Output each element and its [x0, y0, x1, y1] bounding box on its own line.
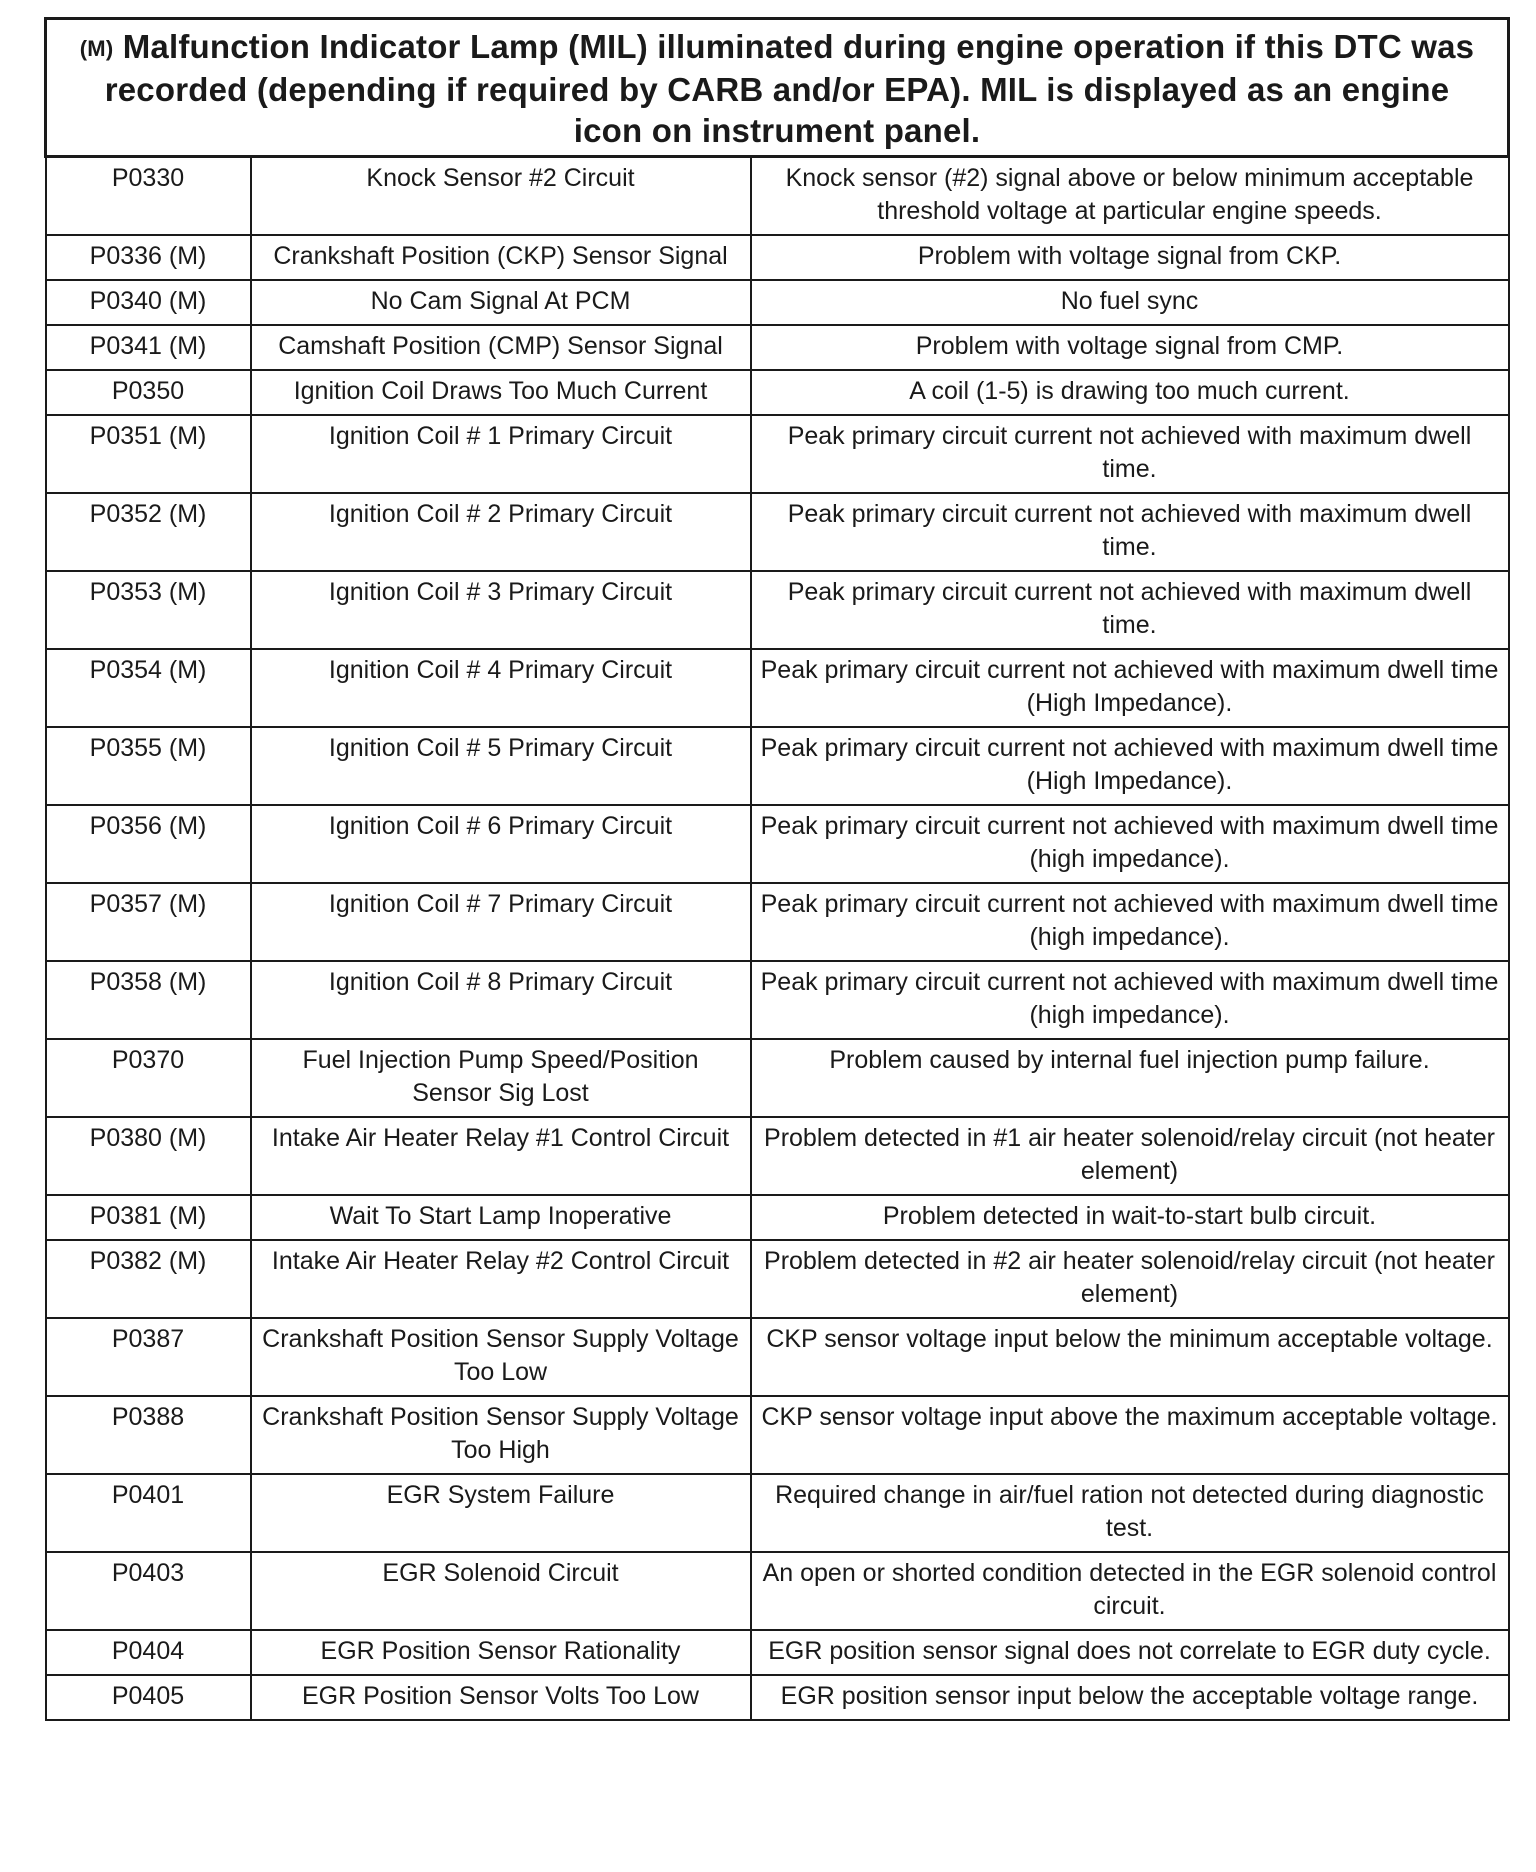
dtc-description: A coil (1-5) is drawing too much current.: [751, 370, 1509, 415]
dtc-description: Problem with voltage signal from CMP.: [751, 325, 1509, 370]
dtc-row: [46, 727, 1509, 805]
dtc-row: [46, 370, 1509, 415]
dtc-code: P0350: [46, 370, 251, 415]
dtc-table: [44, 17, 1510, 1721]
dtc-description: Required change in air/fuel ration not detected during diagnostic test.: [751, 1474, 1509, 1552]
dtc-name: Ignition Coil # 7 Primary Circuit: [251, 883, 751, 961]
dtc-code: P0382 (M): [46, 1240, 251, 1318]
dtc-description: Problem with voltage signal from CKP.: [751, 235, 1509, 280]
dtc-row: [46, 1474, 1509, 1552]
dtc-code: P0355 (M): [46, 727, 251, 805]
dtc-name: Fuel Injection Pump Speed/Position Sensor Sig Lost: [251, 1039, 751, 1117]
dtc-name: No Cam Signal At PCM: [251, 280, 751, 325]
dtc-description: EGR position sensor signal does not correlate to EGR duty cycle.: [751, 1630, 1509, 1675]
dtc-name: Ignition Coil # 2 Primary Circuit: [251, 493, 751, 571]
dtc-row: [46, 235, 1509, 280]
dtc-row: [46, 1630, 1509, 1675]
mil-legend-text: Malfunction Indicator Lamp (MIL) illuminated during engine operation if this DTC was recorded (depending if required by CARB and/or EPA). MIL is displayed as an engine icon on instrument panel.: [104, 28, 1475, 149]
dtc-description: Problem detected in #2 air heater solenoid/relay circuit (not heater element): [751, 1240, 1509, 1318]
dtc-name: Ignition Coil # 8 Primary Circuit: [251, 961, 751, 1039]
dtc-row: [46, 1195, 1509, 1240]
dtc-row: [46, 415, 1509, 493]
dtc-name: Ignition Coil # 6 Primary Circuit: [251, 805, 751, 883]
dtc-code: P0388: [46, 1396, 251, 1474]
mil-legend: [46, 19, 1509, 157]
dtc-code: P0401: [46, 1474, 251, 1552]
mil-legend-prefix: (M): [79, 36, 114, 61]
dtc-code: P0370: [46, 1039, 251, 1117]
dtc-description: No fuel sync: [751, 280, 1509, 325]
dtc-row: [46, 1675, 1509, 1720]
dtc-name: Crankshaft Position Sensor Supply Voltage Too Low: [251, 1318, 751, 1396]
dtc-row: [46, 1117, 1509, 1195]
dtc-table-body: [46, 19, 1509, 1721]
dtc-description: Peak primary circuit current not achieved with maximum dwell time.: [751, 571, 1509, 649]
dtc-description: Peak primary circuit current not achieved with maximum dwell time (High Impedance).: [751, 727, 1509, 805]
dtc-name: EGR Position Sensor Volts Too Low: [251, 1675, 751, 1720]
dtc-name: Ignition Coil # 5 Primary Circuit: [251, 727, 751, 805]
dtc-code: P0380 (M): [46, 1117, 251, 1195]
dtc-name: Ignition Coil Draws Too Much Current: [251, 370, 751, 415]
header-row: [46, 19, 1509, 157]
dtc-description: Peak primary circuit current not achieved with maximum dwell time.: [751, 493, 1509, 571]
dtc-description: Problem detected in wait-to-start bulb circuit.: [751, 1195, 1509, 1240]
dtc-name: EGR Position Sensor Rationality: [251, 1630, 751, 1675]
dtc-code: P0381 (M): [46, 1195, 251, 1240]
dtc-code: P0405: [46, 1675, 251, 1720]
dtc-code: P0351 (M): [46, 415, 251, 493]
dtc-row: [46, 325, 1509, 370]
dtc-name: Ignition Coil # 3 Primary Circuit: [251, 571, 751, 649]
dtc-name: Ignition Coil # 1 Primary Circuit: [251, 415, 751, 493]
dtc-name: Crankshaft Position (CKP) Sensor Signal: [251, 235, 751, 280]
dtc-row: [46, 157, 1509, 236]
dtc-row: [46, 1318, 1509, 1396]
dtc-description: Peak primary circuit current not achieved with maximum dwell time (high impedance).: [751, 883, 1509, 961]
dtc-row: [46, 1552, 1509, 1630]
dtc-code: P0358 (M): [46, 961, 251, 1039]
dtc-name: Knock Sensor #2 Circuit: [251, 157, 751, 236]
dtc-description: EGR position sensor input below the acceptable voltage range.: [751, 1675, 1509, 1720]
dtc-row: [46, 1039, 1509, 1117]
dtc-code: P0354 (M): [46, 649, 251, 727]
dtc-description: Problem caused by internal fuel injection pump failure.: [751, 1039, 1509, 1117]
dtc-row: [46, 493, 1509, 571]
dtc-row: [46, 571, 1509, 649]
dtc-description: CKP sensor voltage input above the maximum acceptable voltage.: [751, 1396, 1509, 1474]
dtc-code: P0336 (M): [46, 235, 251, 280]
dtc-code: P0352 (M): [46, 493, 251, 571]
dtc-description: Peak primary circuit current not achieved with maximum dwell time (High Impedance).: [751, 649, 1509, 727]
dtc-code: P0387: [46, 1318, 251, 1396]
dtc-description: Knock sensor (#2) signal above or below minimum acceptable threshold voltage at particular engine speeds.: [751, 157, 1509, 236]
dtc-row: [46, 805, 1509, 883]
dtc-row: [46, 1240, 1509, 1318]
dtc-row: [46, 649, 1509, 727]
dtc-code: P0353 (M): [46, 571, 251, 649]
dtc-code: P0404: [46, 1630, 251, 1675]
dtc-code: P0340 (M): [46, 280, 251, 325]
dtc-description: Peak primary circuit current not achieved with maximum dwell time.: [751, 415, 1509, 493]
dtc-description: Problem detected in #1 air heater solenoid/relay circuit (not heater element): [751, 1117, 1509, 1195]
dtc-row: [46, 280, 1509, 325]
dtc-description: Peak primary circuit current not achieved with maximum dwell time (high impedance).: [751, 961, 1509, 1039]
dtc-code: P0330: [46, 157, 251, 236]
dtc-name: EGR System Failure: [251, 1474, 751, 1552]
dtc-name: Wait To Start Lamp Inoperative: [251, 1195, 751, 1240]
dtc-row: [46, 961, 1509, 1039]
dtc-name: Ignition Coil # 4 Primary Circuit: [251, 649, 751, 727]
dtc-description: Peak primary circuit current not achieved with maximum dwell time (high impedance).: [751, 805, 1509, 883]
dtc-code: P0403: [46, 1552, 251, 1630]
dtc-name: Intake Air Heater Relay #1 Control Circuit: [251, 1117, 751, 1195]
dtc-row: [46, 883, 1509, 961]
dtc-name: Intake Air Heater Relay #2 Control Circuit: [251, 1240, 751, 1318]
dtc-row: [46, 1396, 1509, 1474]
dtc-sheet: [44, 17, 1507, 1721]
dtc-description: CKP sensor voltage input below the minimum acceptable voltage.: [751, 1318, 1509, 1396]
dtc-name: Camshaft Position (CMP) Sensor Signal: [251, 325, 751, 370]
dtc-code: P0357 (M): [46, 883, 251, 961]
dtc-name: EGR Solenoid Circuit: [251, 1552, 751, 1630]
dtc-code: P0356 (M): [46, 805, 251, 883]
dtc-description: An open or shorted condition detected in the EGR solenoid control circuit.: [751, 1552, 1509, 1630]
dtc-name: Crankshaft Position Sensor Supply Voltage Too High: [251, 1396, 751, 1474]
dtc-code: P0341 (M): [46, 325, 251, 370]
